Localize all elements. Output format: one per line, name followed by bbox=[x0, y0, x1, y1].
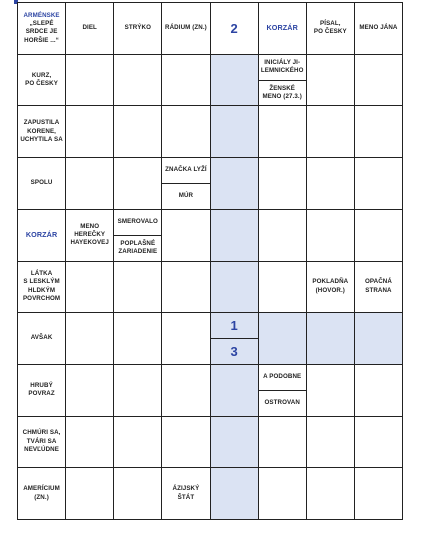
clue-text: OPAČNÁ STRANA bbox=[364, 278, 392, 294]
clue-text: LÁTKA S LESKLÝM HLDKÝM POVRCHOM bbox=[22, 270, 61, 303]
solution-number: 2 bbox=[230, 20, 238, 36]
split-clue-cell bbox=[114, 210, 162, 262]
answer-cell[interactable] bbox=[114, 55, 162, 107]
clue-cell bbox=[66, 210, 114, 262]
solution-cell[interactable] bbox=[211, 210, 259, 262]
answer-cell[interactable] bbox=[259, 262, 307, 314]
solution-cell[interactable] bbox=[211, 55, 259, 107]
answer-cell[interactable] bbox=[355, 158, 403, 210]
answer-cell[interactable] bbox=[307, 210, 355, 262]
clue-text: A PODOBNE bbox=[263, 373, 302, 381]
clue-half-bottom bbox=[114, 235, 161, 261]
clue-cell bbox=[18, 106, 66, 158]
answer-cell[interactable] bbox=[307, 468, 355, 520]
clue-text: AMERÍCIUM (ZN.) bbox=[23, 485, 60, 501]
answer-cell[interactable] bbox=[66, 313, 114, 365]
clue-text: ÁZIJSKÝ ŠTÁT bbox=[172, 485, 200, 501]
split-clue-cell bbox=[259, 55, 307, 107]
clue-text: HRUBÝ POVRAZ bbox=[28, 381, 55, 398]
clue-cell bbox=[18, 3, 66, 55]
clue-text: ZAPUSTILA KORENE, UCHYTILA SA bbox=[20, 119, 63, 143]
clue-cell bbox=[18, 468, 66, 520]
answer-cell[interactable] bbox=[66, 158, 114, 210]
answer-cell[interactable] bbox=[307, 158, 355, 210]
answer-cell[interactable] bbox=[114, 106, 162, 158]
clue-half-bottom bbox=[259, 80, 306, 106]
clue-half-top bbox=[259, 55, 306, 80]
answer-cell[interactable] bbox=[259, 468, 307, 520]
solution-cell[interactable] bbox=[211, 262, 259, 314]
clue-text: ARMÉNSKE „SLEPÉ SRDCE JE HORŠIE ...“ bbox=[23, 11, 60, 44]
clue-cell bbox=[162, 468, 210, 520]
answer-cell[interactable] bbox=[355, 210, 403, 262]
solution-cell[interactable] bbox=[211, 468, 259, 520]
answer-cell[interactable] bbox=[355, 106, 403, 158]
answer-cell[interactable] bbox=[114, 468, 162, 520]
clue-half-bottom bbox=[211, 338, 258, 364]
clue-text: KORZÁR bbox=[266, 23, 298, 33]
clue-cell bbox=[355, 262, 403, 314]
clue-text: SMEROVALO bbox=[117, 218, 158, 226]
clue-cell bbox=[18, 262, 66, 314]
clue-half-top bbox=[259, 365, 306, 390]
answer-cell[interactable] bbox=[66, 106, 114, 158]
clue-text: MÚR bbox=[178, 192, 194, 200]
clue-text: KORZÁR bbox=[25, 230, 58, 240]
clue-cell bbox=[307, 262, 355, 314]
answer-cell[interactable] bbox=[307, 55, 355, 107]
split-clue-cell bbox=[162, 158, 210, 210]
clue-cell bbox=[355, 3, 403, 55]
split-clue-cell bbox=[211, 313, 259, 365]
answer-cell[interactable] bbox=[307, 417, 355, 469]
solution-cell[interactable] bbox=[307, 313, 355, 365]
clue-cell bbox=[162, 3, 210, 55]
answer-cell[interactable] bbox=[114, 313, 162, 365]
solution-cell[interactable] bbox=[211, 365, 259, 417]
clue-text: ZNAČKA LYŽÍ bbox=[165, 166, 207, 174]
crossword-grid bbox=[17, 2, 403, 520]
answer-cell[interactable] bbox=[162, 365, 210, 417]
solution-number: 3 bbox=[230, 343, 238, 359]
answer-cell[interactable] bbox=[259, 210, 307, 262]
answer-cell[interactable] bbox=[114, 417, 162, 469]
clue-half-bottom bbox=[162, 183, 209, 209]
clue-text: INICIÁLY JI- LEMNICKÉHO bbox=[260, 58, 304, 75]
answer-cell[interactable] bbox=[162, 55, 210, 107]
answer-cell[interactable] bbox=[162, 313, 210, 365]
clue-cell bbox=[18, 210, 66, 262]
solution-cell[interactable] bbox=[211, 158, 259, 210]
answer-cell[interactable] bbox=[355, 417, 403, 469]
answer-cell[interactable] bbox=[114, 262, 162, 314]
answer-cell[interactable] bbox=[259, 417, 307, 469]
clue-text: ŽENSKÉ MENO (27.3.) bbox=[262, 84, 302, 100]
answer-cell[interactable] bbox=[162, 417, 210, 469]
clue-half-top bbox=[162, 158, 209, 183]
clue-text: CHMÚRI SA, TVÁRI SA NEVĽÚDNE bbox=[22, 429, 61, 454]
answer-cell[interactable] bbox=[114, 158, 162, 210]
clue-text: DIEL bbox=[82, 24, 97, 32]
clue-text: SPOLU bbox=[30, 179, 53, 187]
answer-cell[interactable] bbox=[307, 365, 355, 417]
split-clue-cell bbox=[259, 365, 307, 417]
clue-text: PÍSAL, PO ČESKY bbox=[313, 19, 347, 36]
clue-cell bbox=[18, 417, 66, 469]
clue-text: POPLAŠNÉ ZARIADENIE bbox=[118, 239, 158, 256]
answer-cell[interactable] bbox=[66, 262, 114, 314]
solution-cell[interactable] bbox=[211, 417, 259, 469]
clue-text: KURZ, PO ČESKY bbox=[25, 71, 58, 88]
answer-cell[interactable] bbox=[355, 365, 403, 417]
solution-number-cell bbox=[211, 3, 259, 55]
clue-half-bottom bbox=[259, 390, 306, 416]
clue-cell bbox=[18, 313, 66, 365]
answer-cell[interactable] bbox=[259, 106, 307, 158]
answer-cell[interactable] bbox=[162, 210, 210, 262]
clue-cell bbox=[18, 158, 66, 210]
clue-half-top bbox=[114, 210, 161, 235]
answer-cell[interactable] bbox=[66, 417, 114, 469]
answer-cell[interactable] bbox=[162, 106, 210, 158]
solution-number: 1 bbox=[230, 318, 238, 334]
answer-cell[interactable] bbox=[66, 365, 114, 417]
solution-cell[interactable] bbox=[355, 313, 403, 365]
answer-cell[interactable] bbox=[355, 55, 403, 107]
clue-cell bbox=[18, 365, 66, 417]
clue-text: AVŠAK bbox=[30, 334, 53, 342]
answer-cell[interactable] bbox=[66, 55, 114, 107]
clue-cell bbox=[18, 55, 66, 107]
answer-cell[interactable] bbox=[66, 468, 114, 520]
clue-text: MENO JÁNA bbox=[359, 24, 398, 32]
clue-cell bbox=[66, 3, 114, 55]
solution-cell[interactable] bbox=[211, 106, 259, 158]
clue-text: RÁDIUM (ZN.) bbox=[165, 24, 207, 32]
clue-half-top bbox=[211, 313, 258, 338]
solution-cell[interactable] bbox=[259, 313, 307, 365]
clue-text: OSTROVAN bbox=[264, 399, 300, 406]
clue-text: MENO HEREČKY HAYEKOVEJ bbox=[70, 222, 109, 247]
clue-text: POKLADŇA (HOVOR.) bbox=[312, 278, 349, 294]
answer-cell[interactable] bbox=[307, 106, 355, 158]
clue-cell bbox=[259, 3, 307, 55]
answer-cell[interactable] bbox=[259, 158, 307, 210]
answer-cell[interactable] bbox=[355, 468, 403, 520]
answer-cell[interactable] bbox=[162, 262, 210, 314]
clue-cell bbox=[307, 3, 355, 55]
answer-cell[interactable] bbox=[114, 365, 162, 417]
clue-text: STRÝKO bbox=[124, 24, 151, 32]
clue-cell bbox=[114, 3, 162, 55]
